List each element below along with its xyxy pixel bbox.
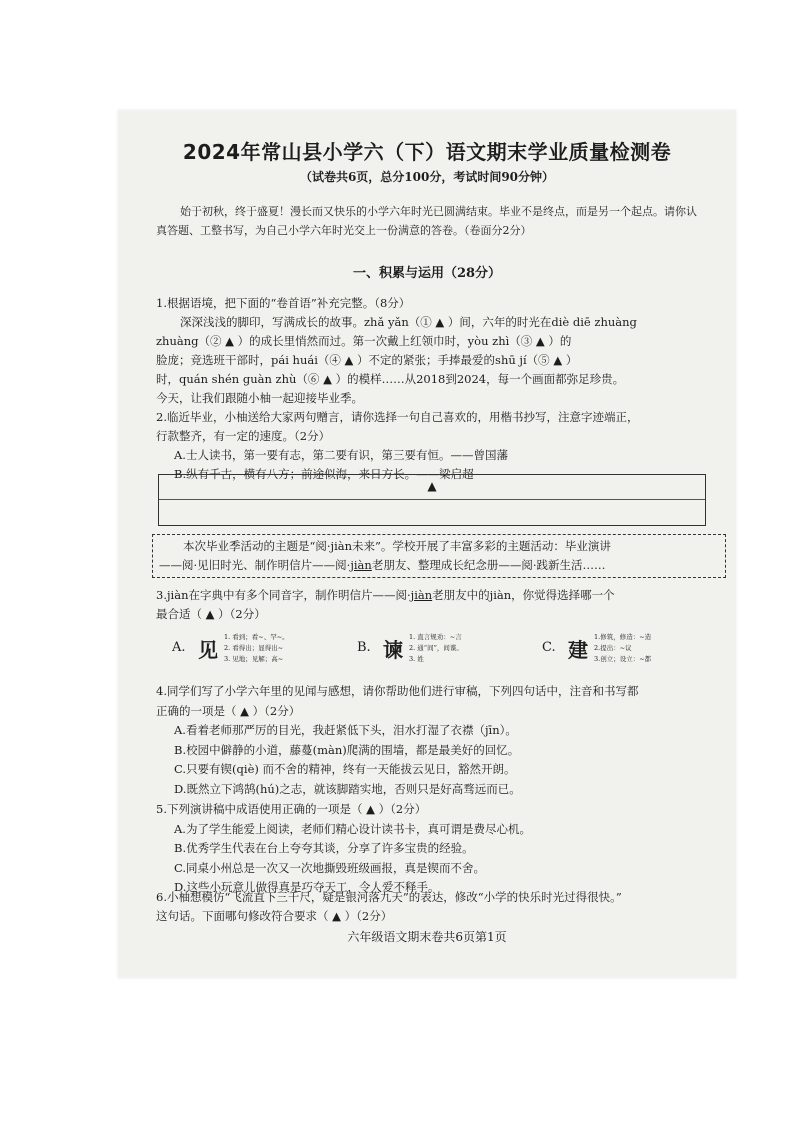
q5-option-a: A.为了学生能爱上阅读，老师们精心设计读书卡，真可谓是费尽心机。 xyxy=(174,821,531,836)
q3-option-a-defs xyxy=(224,632,314,665)
q4-option-c: C.只要有锲(qiè) 而不舍的精神，终有一天能拔云见日，豁然开朗。 xyxy=(174,762,516,776)
q1-line-3: 脸庞；竞选班干部时，pái huái（④ ▲ ）不定的紧张；手捧最爱的shū jí（⑤ ▲ ） xyxy=(156,353,578,367)
q3-line-1-a: 3.jiàn在字典中有多个同音字，制作明信片——阅· xyxy=(156,588,411,602)
question-2 xyxy=(156,408,704,484)
q5-option-c: C.同桌小州总是一次又一次地撕毁班级画报，真是锲而不舍。 xyxy=(174,860,486,875)
q6-stem-2: 这句话。下面哪句修改符合要求（ ▲ ）（2分） xyxy=(156,909,393,923)
q1-line-1: 深深浅浅的脚印，写满成长的故事。zhǎ yǎn（① ▲ ）间，六年的时光在diè diē zhuàng xyxy=(180,315,637,329)
q1-line-4: 时，quán shén guàn zhù（⑥ ▲ ）的模样……从2018到2024，每一个画面都弥足珍贵。 xyxy=(156,372,625,386)
q3-option-c-label: C. xyxy=(542,640,556,655)
theme-line-1: 本次毕业季活动的主题是“阅·jiàn未来”。学校开展了丰富多彩的主题活动：毕业演讲 xyxy=(183,539,611,553)
def-line: 1.修筑，修造：~造 xyxy=(594,633,652,641)
handwriting-guide-line xyxy=(159,499,705,500)
q2-option-b: B.纵有千古，横有八方；前途似海，来日方长。——梁启超 xyxy=(174,467,474,481)
q1-line-2: zhuàng（② ▲ ）的成长里悄然而过。第一次戴上红领巾时，yòu zhì（③ ▲ ）的 xyxy=(156,334,572,348)
q3-line-1 xyxy=(156,586,704,605)
exam-title: 2024年常山县小学六（下）语文期末学业质量检测卷 xyxy=(182,140,672,164)
q4-option-b: B.校园中僻静的小道，藤蔓(màn)爬满的围墙，都是最美好的回忆。 xyxy=(174,742,520,757)
def-line: 1. 直言规劝：~言 xyxy=(409,633,462,641)
def-line: 1. 看到；看~、罕~。 xyxy=(224,633,289,641)
question-6 xyxy=(156,888,704,926)
q4-option-d: D.既然立下鸿鹄(hú)之志，就该脚踏实地，否则只是好高骛远而已。 xyxy=(174,781,521,796)
answer-marker: ▲ xyxy=(427,479,437,493)
q3-option-c-defs xyxy=(594,632,684,665)
q3-option-b-defs xyxy=(409,632,499,665)
q2-stem-2: 行款整齐，有一定的速度。（2分） xyxy=(156,429,331,443)
theme-line-2 xyxy=(159,556,719,575)
q3-line-1-underlined: jiàn xyxy=(410,588,433,602)
theme-line-2-a: ——阅·见旧时光、制作明信片——阅· xyxy=(159,558,351,572)
def-line: 3.创立；设立：~都 xyxy=(594,655,652,663)
q5-option-d: D.这些小玩意儿做得真是巧夺天工，令人爱不释手。 xyxy=(174,880,440,894)
q3-option-c-char: 建 xyxy=(568,638,588,662)
q6-stem-1: 6.小柚想模仿“飞流直下三千尺，疑是银河落九天”的表达，修改“小学的快乐时光过得很快。” xyxy=(156,890,622,904)
theme-box xyxy=(152,534,726,578)
page-footer: 六年级语文期末卷共6页第1页 xyxy=(347,930,507,944)
def-line: 3. 见地；见解；高~ xyxy=(224,655,284,663)
q4-option-a: A.看着老师那严厉的目光，我赶紧低下头，泪水打湿了衣襟（jīn）。 xyxy=(174,723,517,737)
q4-stem-2: 正确的一项是（ ▲ ）（2分） xyxy=(156,703,301,718)
question-5 xyxy=(156,800,704,898)
def-line: 3. 姓 xyxy=(409,655,424,663)
intro-paragraph: 始于初秋，终于盛夏！漫长而又快乐的小学六年时光已圆满结束。毕业不是终点，而是另一个起点。请你认真答题、工整书写，为自己小学六年时光交上一份满意的答卷。（卷面分2分） xyxy=(156,205,697,237)
q5-option-b: B.优秀学生代表在台上夸夸其谈，分享了许多宝贵的经验。 xyxy=(174,841,474,855)
q2-stem-1: 2.临近毕业，小柚送给大家两句赠言，请你选择一句自己喜欢的，用楷书抄写，注意字迹端正， xyxy=(156,410,639,424)
q1-stem: 1.根据语境，把下面的“卷首语”补充完整。（8分） xyxy=(156,296,411,310)
q5-stem: 5.下列演讲稿中成语使用正确的一项是（ ▲ ）（2分） xyxy=(156,802,427,816)
q3-option-b-label: B. xyxy=(357,640,371,655)
q2-option-a: A.士人读书，第一要有志，第二要有识，第三要有恒。——曾国藩 xyxy=(174,448,508,462)
q4-stem-1: 4.同学们写了小学六年里的见闻与感想，请你帮助他们进行审稿，下列四句话中，注音和书写都 xyxy=(156,684,639,698)
theme-line-2-underlined: jiàn xyxy=(350,558,372,572)
handwriting-answer-box[interactable] xyxy=(158,474,706,526)
def-line: 2.提出：~议 xyxy=(594,644,632,652)
q3-line-2: 最合适（ ▲ ）（2分） xyxy=(156,607,266,621)
question-1 xyxy=(156,294,704,408)
def-line: 2. 看得出；显得出~ xyxy=(224,644,284,652)
q1-line-5: 今天，让我们跟随小柚一起迎接毕业季。 xyxy=(156,391,363,405)
q3-line-1-b: 老朋友中的jiàn，你觉得选择哪一个 xyxy=(432,588,615,602)
section-heading: 一、积累与运用（28分） xyxy=(352,266,502,281)
question-4 xyxy=(156,682,704,799)
exam-subtitle: （试卷共6页，总分100分，考试时间90分钟） xyxy=(299,170,555,184)
exam-sheet xyxy=(118,110,736,978)
q3-option-a-label: A. xyxy=(172,640,186,655)
theme-line-2-b: 老朋友、整理成长纪念册——阅·践新生活…… xyxy=(371,558,606,572)
q3-options xyxy=(172,630,712,672)
question-3 xyxy=(156,586,704,624)
q3-option-a-char: 见 xyxy=(198,638,218,662)
def-line: 2. 通“间”，间谍。 xyxy=(409,644,463,652)
q3-option-b-char: 谏 xyxy=(383,638,403,662)
